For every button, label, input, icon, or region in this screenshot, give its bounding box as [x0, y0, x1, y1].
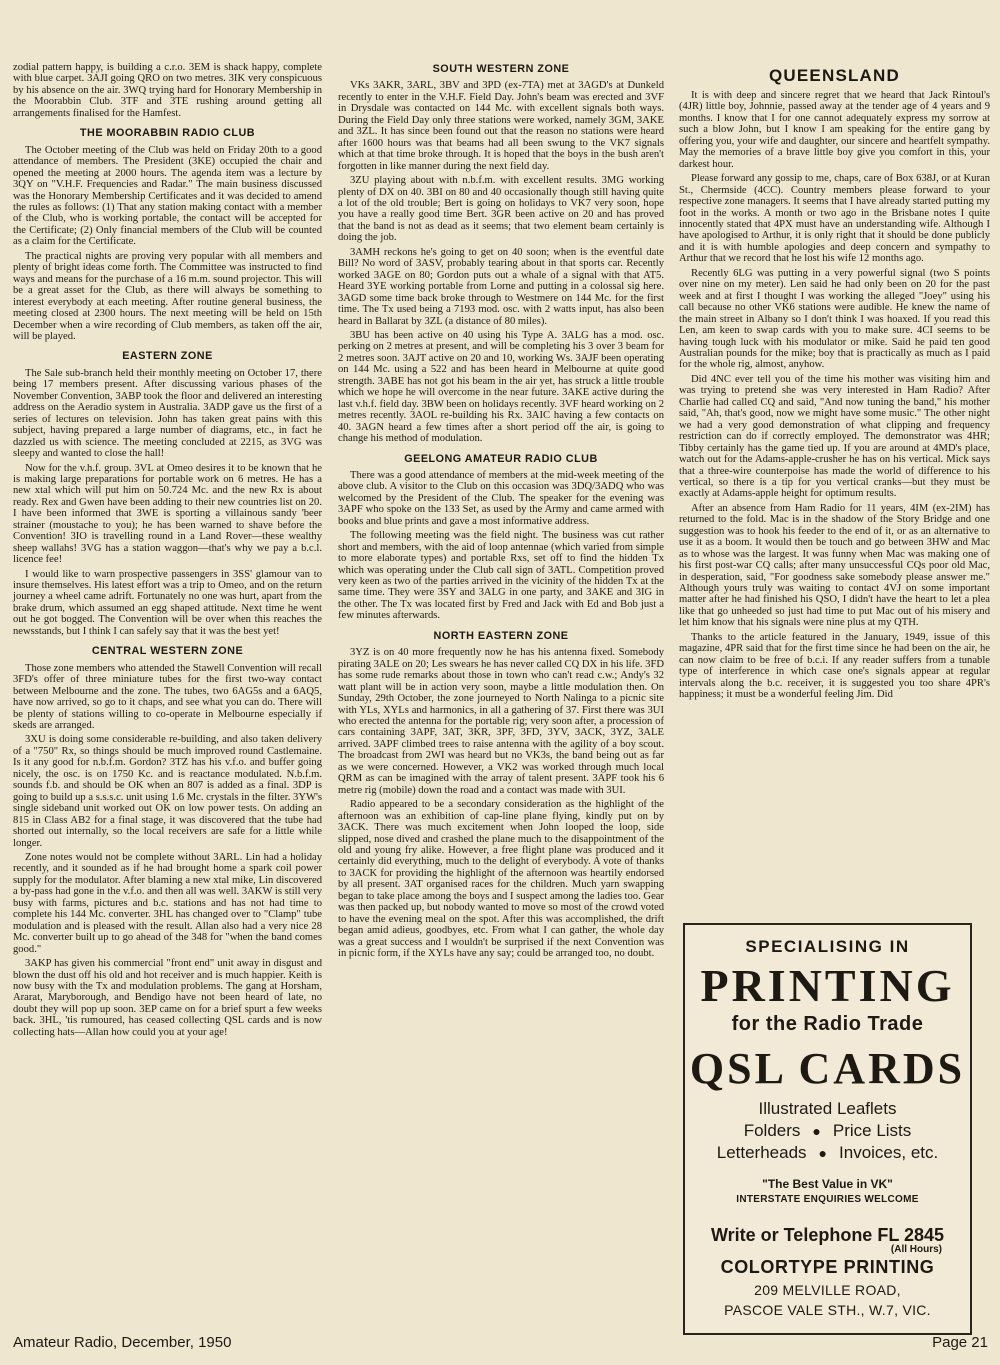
bullet-icon: ● — [818, 1145, 828, 1161]
central-western-paragraph-4: 3AKP has given his commercial "front end" unit away in disgust and blown the dust off his old and hot receiver and is much happier. Keith is now busy with the Tx and modulation problems. The gang at Horsham, Ararat, Maryborough, and Bendigo have not been heard of late, no doubt they will pop up soon. 3EP came on for a brief spurt a few weeks back. 3HL, 'tis rumoured, has ceased collecting QSL cards and is now collecting hats—Allan how could you at your age! — [13, 958, 322, 1038]
ad-illustrated: Illustrated Leaflets — [758, 1099, 897, 1118]
column-1 — [13, 62, 322, 1041]
column-3 — [679, 90, 990, 704]
ad-interstate: INTERSTATE ENQUIRIES WELCOME — [736, 1194, 919, 1205]
ad-address-2: PASCOE VALE STH., W.7, VIC. — [724, 1302, 931, 1318]
central-western-paragraph-1: Those zone members who attended the Stawell Convention will recall 3FD's offer of three miniature tubes for the first two-way contact between Melbourne and the zone. The tubes, two 6AG5s and a 6AQ5, have now arrived, so go to it chaps, and see what you can do. There will be plenty of stations willing to co-operate in Melbourne especially if skeds are arranged. — [13, 662, 322, 732]
ad-letterheads: Letterheads — [716, 1143, 807, 1162]
ad-best-value: "The Best Value in VK" — [762, 1177, 893, 1191]
footer-publication: Amateur Radio, December, 1950 — [13, 1334, 232, 1351]
eastern-paragraph-2: Now for the v.h.f. group. 3VL at Omeo desires it to be known that he is making large preparations for portable work on 6 metres. He has a new xtal which will put him on 50.724 Mc. and the new Rx is about ready. Rex and Gwen have been adding to their new countries list on 20. I have been informed that 3WE is sporting a villainous sandy 'beer strainer (moustache to you); he has been warned to shave before the Convention! 3IO is travelling round in a Land Rover—these wealthy sheep wallahs! 3VG has a station waggon—that's why we pay a b.c.l. licence fee! — [13, 462, 322, 566]
queensland-paragraph-2: Please forward any gossip to me, chaps, care of Box 638J, or at Kuran St., Chermside (4CC). Country members please forward to your respective zone managers. It seems that I have already started putting my foot in the works. A month or two ago in the Brisbane notes I quite innocently stated that 4PX must have an understanding wife. Although I have apologised to Arthur, it is only right that it should be done publicly and it is with humble apologies and deep concern and sympathy to Arthur that we record that he lost his wife 12 months ago. — [679, 173, 990, 265]
ad-company: COLORTYPE PRINTING — [720, 1257, 935, 1277]
eastern-zone-heading: EASTERN ZONE — [122, 350, 213, 363]
queensland-paragraph-5: After an absence from Ham Radio for 11 years, 4IM (ex-2IM) has returned to the fold. Mac is in the shadow of the Story Bridge and one suggestion was to hook his feeder to the end of it, or as an alternative to use it as a boom. It would then be touch and go between 3HW and Mac as to whose was the largest. It was funny when Mac was making one of his first post-war CQ calls; after many unsuccessful CQs poor old Mac, in desperation, said, "For goodness sake somebody please answer me." Although yours truly was waiting to contact 4VJ on some important matter after he had finished his QSO, I didn't have the heart to let a plea like that go unheeded so just had time to put Mac out of his misery and let him know that his signals were nine plus at my QTH. — [679, 502, 990, 629]
geelong-heading: GEELONG AMATEUR RADIO CLUB — [404, 452, 598, 465]
south-western-paragraph-4: 3BU has been active on 40 using his Type A. 3ALG has a mod. osc. perking on 2 metres at present, and will be completing his 3 over 3 beam for 2 metres soon. 3AJT active on 20 and 10, working Ws. 3AJF been operating on 144 Mc. using a 522 and has been heard in Melbourne at quite good strength. 3ABE has not got his beam in the air yet, has struck a little trouble which we hope he will overcome in the near future. 3AKE active during the last v.h.f. field day. 3BW been on holidays recently. 3VF heard working on 2 metres recently. 3AOL re-building his Rx. 3AIC having a few contacts on 40. 3AGN heard a few times after a short period off the air, is going to change his method of modulation. — [338, 329, 664, 445]
geelong-paragraph-1: There was a good attendance of members at the mid-week meeting of the above club. A visitor to the Club on this occasion was 3DQ/3ADQ who was welcomed by the President of the Club. The speaker for the evening was 3APF who spoke on the 133 Set, as used by the Army and came armed with books and blue prints and gave a most informative address. — [338, 469, 664, 527]
ad-address-1: 209 MELVILLE ROAD, — [754, 1282, 901, 1298]
moorabbin-paragraph-2: The practical nights are proving very popular with all members and plenty of bright ideas come forth. The Committee was instructed to find ways and means for the purchase of a 16 m.m. sound projector. This will be a great asset for the Club, as there will always be something to interest everybody at each meeting. After routine general business, the meeting closed at 2300 hours. The next meeting will be held on 15th December when a wire recording of Club members, as taken off the air, will be played. — [13, 250, 322, 342]
geelong-paragraph-2: The following meeting was the field night. The business was cut rather short and members, with the aid of loop antennae (which varied from simple to more elaborate types) and portable Rxs, set off to find the hidden Tx which was operating under the Club call sign of 3ATL. Competition proved very keen as two of the parties arrived in the vicinity of the hidden Tx at the same time. They were 3SY and 3ALG in one party, and 3AKE and 3IG in the other. The Tx was located first by Fred and Jack with Ed and Bob just a few minutes afterwards. — [338, 530, 664, 622]
ad-printing: PRINTING — [700, 960, 955, 1011]
ad-for-trade: for the Radio Trade — [731, 1013, 924, 1035]
ad-qsl-cards: QSL CARDS — [689, 1044, 966, 1093]
north-eastern-paragraph-2: Radio appeared to be a secondary consideration as the highlight of the afternoon was an exhibition of cap-line plane flying, kindly put on by 3ACK. There was much excitement when John looped the loop, side slipped, nose dived and crashed the plane much to the disappointment of the old and young fry alike. However, a free flight plane was produced and it certainly did everything, much to the delight of everybody. A vote of thanks to 3ACK for providing the highlight of the afternoon was heartily endorsed by all present. 3AT organised races for the children. Much yarn swapping began to take place among the boys and I suspect among the ladies too. Gear was then packed up, but nobody wanted to move so most of the crowd voted to have the evening meal on the spot. After this was accomplished, the drift began amid adieus, goodbyes, etc. From what I can gather, the whole day was a great success and I wouldn't be surprised if the next Convention was in picnic form, if the XYLs have any say; could be arranged too, no doubt. — [338, 799, 664, 960]
south-western-heading: SOUTH WESTERN ZONE — [432, 63, 570, 75]
printing-advertisement — [683, 923, 972, 1335]
queensland-paragraph-4: Did 4NC ever tell you of the time his mother was visiting him and was trying to pretend she was very interested in Ham Radio? After Charlie had called CQ and said, "And now tuning the band," his mother said, "Ah, that's good, now we might have some music." The other night we had a very good demonstration of what clipping and frequency restriction can do if correctly employed. The demonstrator was 4HR; Tibby certainly has the game tied up. If you are around at 4MD's place, watch out for the Adams-apple-crusher he has on his vertical. Mick says that a three-wire counterpoise has made the world of difference to his vertical, so there is a tip for you vertical cranks—but they must be exactly at Adams-apple height for optimum results. — [679, 373, 990, 500]
ad-all-hours: (All Hours) — [890, 1244, 942, 1255]
footer-page-number: Page 21 — [932, 1334, 988, 1351]
queensland-paragraph-6: Thanks to the article featured in the January, 1949, issue of this magazine, 4PR said that for the first time since he had been on the air, he can now claim to be free of b.c.i. If any reader suffers from a tunable type of interference in which case one's signals appear at regular intervals along the b.c. receiver, it is suggested you too share 4PR's happiness; it must be a wonderful feeling Jim. Did — [679, 631, 990, 701]
south-western-paragraph-2: 3ZU playing about with n.b.f.m. with excellent results. 3MG working plenty of DX on 40. 3BI on 80 and 40 occasionally though still having quite a lot of the old trouble; Bert is going on holidays to VK7 very soon, hope you have a really good time Bert. 3GR been active on 20 and has proved that the band is not as dead as it seems; that two element beam certainly is doing the job. — [338, 175, 664, 244]
queensland-paragraph-1: It is with deep and sincere regret that we heard that Jack Rintoul's (4JR) little boy, Johnnie, passed away at the tender age of 4 years and 9 months. I know that I for one cannot adequately express my sorrow at such a blow John, but I know I am speaking for the entire gang by offering you, your wife and daughter, our sincere and heartfelt sympathy. May the memories of a brave little boy give you comfort in this, your darkest hour. — [679, 90, 990, 170]
south-western-paragraph-3: 3AMH reckons he's going to get on 40 soon; when is the eventful date Bill? No word of 3ASV, probably tearing about in that sports car. Recently worked 3AGE on 80; Gordon puts out a whale of a signal with that AT5. Heard 3YE working portable from Lorne and putting in a colossal sig here. 3AGD some time back broke through to Westmere on 144 Mc. for the first time. The Tx used being a 7193 mod. osc. with 2 watts input, has also been heard in Ballarat by 3ZL (a distance of 80 miles). — [338, 246, 664, 327]
ad-row-folders — [685, 1121, 970, 1141]
south-western-paragraph-1: VKs 3AKR, 3ARL, 3BV and 3PD (ex-7TA) met at 3AGD's at Dunkeld recently to enter in the V.H.F. Field Day. John's beam was erected and 3VF in Drysdale was contacted on 144 Mc. with excellent signals both ways. During the Field Day only three stations were worked, namely 3GM, 3AKE and 3ZL. It has since been found out that the reason no stations were heard after 1600 hours was that beams had all been swung to the VK7 signals which at that time broke through. It is hoped that the boys in the bush aren't forgotten in like manner during the next field day. — [338, 80, 664, 172]
queensland-paragraph-3: Recently 6LG was putting in a very powerful signal (two S points over nine on my meter). Len said he had only been on 20 for the past week and at first I thought I was working the alleged "Joey" using his call because no other VK6 stations were audible. He knew the name of the main street in Albany so I don't think I was hoaxed. If you read this Len, am keen to swap cards with you to make sure. 4CI seems to be having tough luck with his modulator or mike. Said he paid ten good Australian pounds for the mike; boy that is practically as much as I paid for the whole rig, almost, anyhow. — [679, 267, 990, 371]
bullet-icon: ● — [812, 1123, 821, 1139]
moorabbin-heading: THE MOORABBIN RADIO CLUB — [79, 127, 256, 140]
central-western-paragraph-2: 3XU is doing some considerable re-building, and also taken delivery of a "750" Rx, so things should be much improved round Castlemaine. Is it any good for n.b.f.m. Gordon? 3TZ has his v.f.o. and buffer going nicely, the osc. is on 1750 Kc. and is reactance modulated. N.b.f.m. sounds f.b. and should be OK when an 807 is added as a final. 3DP is going to build up a s.s.s.c. unit using 1.6 Mc. crystals in the filter. 3YW's single sideband unit worked out OK on low power tests. On adding an 815 in Class AB2 for a final stage, it was discovered that the tube had shorted out internally, so the local receivers are safe for a little while longer. — [13, 734, 322, 849]
moorabbin-paragraph-1: The October meeting of the Club was held on Friday 20th to a good attendance of members. The President (3KE) occupied the chair and opened the meeting at 2000 hours. The agenda item was a lecture by 3QY on "V.H.F. Frequencies and Radar." The main business discussed was the Honorary Membership Certificates and it was decided to amend the rules as follows: (1) That any station making contact with a member of the Club, who is working portable, the contact will be accepted for the Certificate; (2) Only financial members of the Club will be counted as a claim for the Certificate. — [13, 144, 322, 248]
intro-paragraph: zodial pattern happy, is building a c.r.o. 3EM is shack happy, complete with blue carpet. 3AJI going QRO on two metres. 3IK very conspicuous by his absence on the air. 3WQ trying hard for Honorary Membership in the Moorabbin Club. 3TF and 3TE rushing around getting all arrangements finalised for the Hamfest. — [13, 62, 322, 119]
queensland-heading: QUEENSLAND — [768, 66, 900, 85]
ad-invoices: Invoices, etc. — [839, 1143, 939, 1162]
ad-folders: Folders — [743, 1121, 801, 1140]
column-2 — [338, 64, 664, 963]
ad-price-lists: Price Lists — [832, 1121, 912, 1140]
ad-write-telephone: Write or Telephone FL 2845 — [710, 1225, 945, 1245]
north-eastern-heading: NORTH EASTERN ZONE — [433, 629, 569, 642]
eastern-paragraph-1: The Sale sub-branch held their monthly meeting on October 17, there being 17 members present. After discussing various phases of the November Convention, 3ABP took the floor and delivered an interesting address on the Aeradio system in Australia. 3ADP gave us the first of a series of lectures on television. John has taken great pains with this subject, having prepared a large number of diagrams, etc., in fact he dazzled us with science. The meeting concluded at 2215, as 3VG was sleepy and wanted to close the hall! — [13, 367, 322, 460]
central-western-heading: CENTRAL WESTERN ZONE — [91, 645, 244, 658]
eastern-paragraph-3: I would like to warn prospective passengers in 3SS' glamour van to insure themselves. His latest effort was a trip to Omeo, and on the return journey a wheel came adrift. Fortunately no one was hurt, apart from the brake drum, which assumed an egg shaped attitude. Next time he went out he got bogged. The Convention will be over when this reaches the newsstands, but I think I can safely say that it was the best yet! — [13, 568, 322, 637]
central-western-paragraph-3: Zone notes would not be complete without 3ARL. Lin had a holiday recently, and it sounded as if he had brought home a spark coil power supply for the modulator. After blaming a new xtal mike, Lin discovered a by-pass had gone in the v.f.o. and then all was well. 3AKW is still very busy with farms, pictures and b.c. stations and has not had time to complete his 144 Mc. converter. 3HL has changed over to "Clamp" tube modulation and is pleased with the result. Allan also had a very nice 28 Mc. converter built up to go ahead of the 348 for "when the band comes good." — [13, 852, 322, 955]
ad-specialising: SPECIALISING IN — [745, 937, 910, 956]
ad-row-letterheads — [685, 1143, 970, 1163]
north-eastern-paragraph-1: 3YZ is on 40 more frequently now he has his antenna fixed. Somebody pirating 3ALE on 20; Les swears he has never called CQ DX in his life. 3FD has some rude remarks about those in town who can't read c.w.; Andy's 32 watt plant will be in action very soon, maybe a little modulation then. On Sunday, 29th October, the zone journeyed to North Nalinga to a picnic site with YLs, XYLs and harmonics, in all a gathering of 37. First there was 3UI who erected the antenna for the portable rig; very soon after, a procession of cars containing 3APF, 3AT, 3KR, 3PF, 3FD, 3YV, 3ACK, 3YZ, 3ALE arrived. 3APF climbed trees to raise antenna with the agility of a boy scout. The broadcast from 2WI was heard but no VK3s, the band being out as far as we were concerned. However, a VK2 was worked through much local QRM as can be imagined with the array of talent present. 3APF took his 6 metre rig (mobile) down the road and a contact was made with 3UI. — [338, 647, 664, 796]
